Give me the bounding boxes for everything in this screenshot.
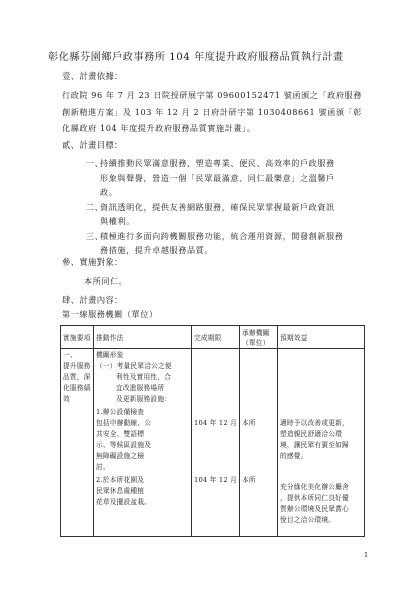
method-line: 花草及擺設盆栽。 xyxy=(96,498,152,506)
page-title: 彰化縣芬園鄉戶政事務所 104 年度提升政府服務品質執行計畫 xyxy=(48,52,344,63)
goal-number: 二、 xyxy=(86,201,104,212)
goal-item xyxy=(86,156,361,200)
benefit-cell xyxy=(278,474,365,537)
agency-cell xyxy=(240,474,278,537)
goal-line: 務措施，提升卓越服務品質。 xyxy=(100,245,214,255)
method-cell xyxy=(94,474,192,537)
goal-item xyxy=(86,229,361,258)
header-cell: 推動作法 xyxy=(94,326,192,349)
method-line: 共安全、雙語標 xyxy=(96,430,145,438)
section1-line: 創新精進方案」及 103 年 12 月 2 日府計研字第 1030408661 號函頒「彰 xyxy=(62,106,362,117)
goal-line: 持續推動民眾滿意服務，塑造專業、便民、高效率的戶政服務 xyxy=(100,158,335,168)
item-line: 效 xyxy=(63,395,70,403)
table-header-row xyxy=(61,326,365,349)
goal-number: 三、 xyxy=(86,230,104,241)
item-line: 一、 xyxy=(63,351,77,359)
item-line: 品質，深 xyxy=(63,373,91,381)
service-table xyxy=(60,325,365,537)
benefit-line: 適時予以改善或更新， xyxy=(280,419,349,427)
section1-line: 行政院 96 年 7 月 23 日院授研展字第 09600152471 號函頒之「政府服務 xyxy=(62,90,362,100)
empty-cell xyxy=(192,349,240,407)
table-row xyxy=(61,474,365,537)
agency-cell xyxy=(240,406,278,474)
method-line: 宜改進服務場所 xyxy=(116,384,165,392)
method-line: 2.於本所花園及 xyxy=(96,476,145,484)
section3-text: 本所同仁。 xyxy=(84,276,128,286)
goal-item xyxy=(86,200,361,229)
benefit-line: 塑造親民舒適洽公環 xyxy=(280,430,342,438)
header-cell: 完成期限 xyxy=(192,326,240,349)
deadline-cell xyxy=(192,406,240,474)
item-cell xyxy=(61,349,94,537)
section2-goals xyxy=(86,156,361,258)
goal-line: 形象與聲譽，營造一個「民眾最滿意、同仁最樂意」之溫馨戶 xyxy=(100,172,335,183)
deadline-text: 104 年 12 月 xyxy=(194,419,238,427)
empty-cell xyxy=(240,349,278,407)
goal-line: 資訊透明化，提供友善網路服務，確保民眾掌握最新戶政資訊 xyxy=(100,201,335,212)
method-line: 利性及實用性，合 xyxy=(116,373,172,381)
agency-text: 本所 xyxy=(242,476,256,484)
method-intro: 機關形象 xyxy=(96,351,124,359)
page-number: 1 xyxy=(364,551,369,559)
method-line: 1.辦公設備檢查 xyxy=(96,408,145,416)
benefit-line: 悅目之洽公環境。 xyxy=(280,516,336,524)
method-line: 無障礙設施之檢 xyxy=(96,452,145,460)
deadline-cell xyxy=(192,474,240,537)
benefit-line: 質辦公環境及民眾賞心 xyxy=(280,505,349,513)
header-cell: 承辦機關（單位） xyxy=(240,326,278,349)
item-line: 化服務績 xyxy=(63,384,91,392)
goal-line: 積極進行多面向跨機關服務功能，統合運用資源，開發創新服務 xyxy=(100,230,344,241)
method-line: 包括申辦動線、公 xyxy=(96,419,152,427)
method-line: （一）考量民眾洽公之便 xyxy=(96,362,172,370)
section1-body xyxy=(62,87,362,137)
benefit-line: 的感覺。 xyxy=(280,452,308,460)
section1-heading: 壹、計畫依據： xyxy=(62,71,123,81)
section3-heading: 參、實施對象： xyxy=(62,257,123,267)
empty-cell xyxy=(278,349,365,407)
table-row xyxy=(61,349,365,407)
method-intro-cell xyxy=(94,349,192,407)
method-cell xyxy=(94,406,192,474)
method-line: 及更新服務設施： xyxy=(116,395,172,403)
goal-number: 一、 xyxy=(86,158,104,168)
goal-line: 政。 xyxy=(100,187,118,197)
benefit-line: 充分綠化美化辦公廳舍 xyxy=(280,483,349,491)
agency-text: 本所 xyxy=(242,419,256,427)
goal-line: 與權利。 xyxy=(100,216,135,226)
benefit-line: ，提供本所同仁良好優 xyxy=(280,494,349,502)
section4-subheading: 第一線服務機關（單位） xyxy=(62,309,158,319)
header-cell: 預期效益 xyxy=(278,326,365,349)
header-cell: 實施要項 xyxy=(61,326,94,349)
section1-line: 化縣政府 104 年度提升政府服務品質實施計畫」。 xyxy=(62,123,256,133)
benefit-cell xyxy=(278,406,365,474)
method-line: 民眾休息處種植 xyxy=(96,487,145,495)
table-row xyxy=(61,406,365,474)
benefit-line: 境，讓民眾有賓至如歸 xyxy=(280,441,349,449)
item-line: 提升服務 xyxy=(63,362,91,370)
deadline-text: 104 年 12 月 xyxy=(194,476,238,484)
section4-heading: 肆、計畫內容： xyxy=(62,295,123,305)
method-line: 示、等候區設施及 xyxy=(96,441,152,449)
section2-heading: 貳、計畫目標： xyxy=(62,140,123,150)
method-line: 討。 xyxy=(96,463,110,471)
